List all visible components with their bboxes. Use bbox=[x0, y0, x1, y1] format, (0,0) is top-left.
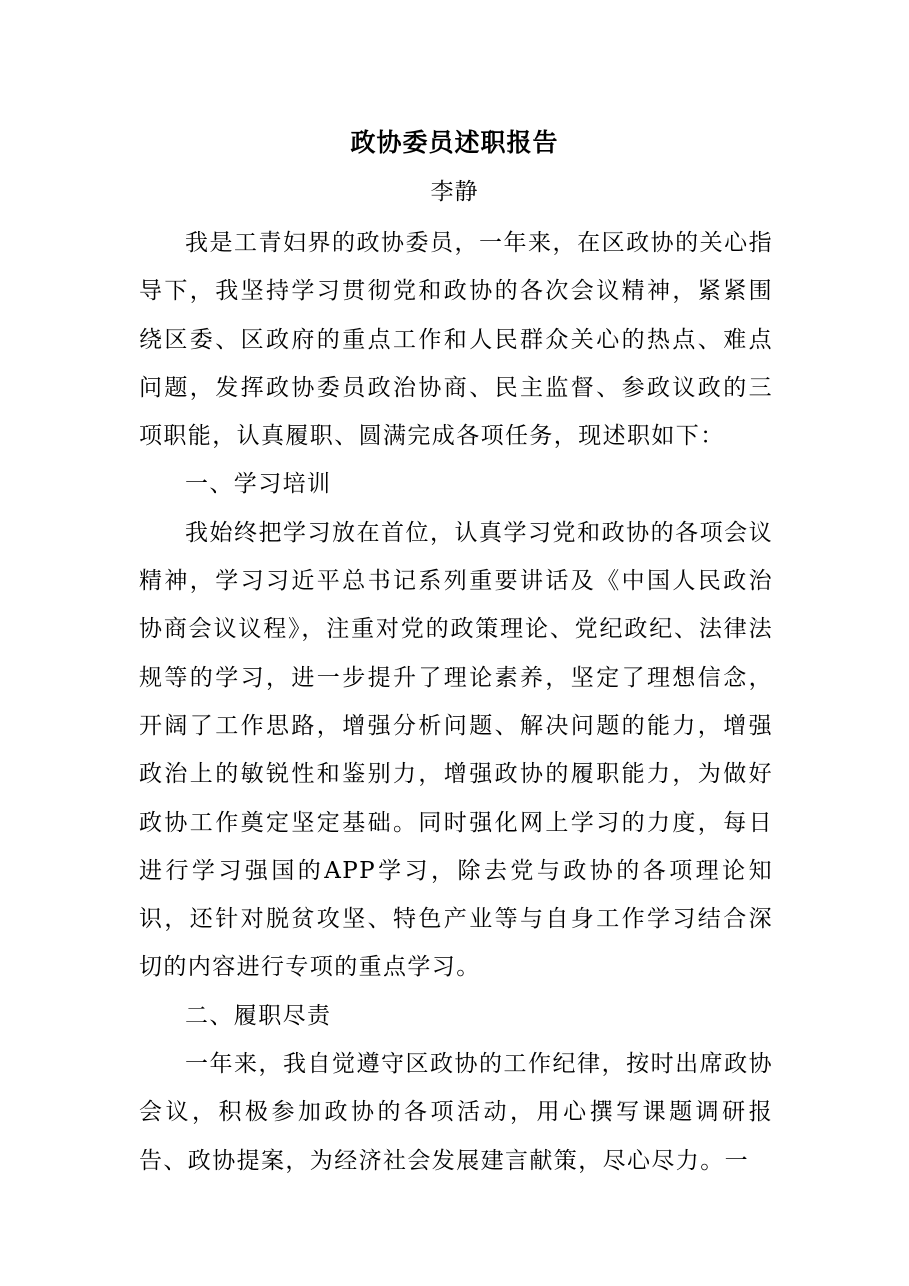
document-title: 政协委员述职报告 bbox=[350, 128, 559, 157]
paragraph-duty: 一年来，我自觉遵守区政协的工作纪律，按时出席政协会议，积极参加政协的各项活动，用心撰写课题调研报告、政协提案，为经济社会发展建言献策，尽心尽力。一 bbox=[139, 1051, 773, 1174]
document-author: 李静 bbox=[430, 179, 479, 205]
section-heading-study: 一、学习培训 bbox=[185, 471, 332, 498]
paragraph-intro: 我是工青妇界的政协委员，一年来，在区政协的关心指导下，我坚持学习贯彻党和政协的各次会议精神，紧紧围绕区委、区政府的重点工作和人民群众关心的热点、难点问题，发挥政协委员政治协商、民主监督、参政议政的三项职能，认真履职、圆满完成各项任务，现述职如下： bbox=[139, 230, 773, 450]
document-body bbox=[139, 219, 773, 1185]
section-heading-duty: 二、履职尽责 bbox=[185, 1002, 332, 1029]
paragraph-study: 我始终把学习放在首位，认真学习党和政协的各项会议精神，学习习近平总书记系列重要讲话及《中国人民政治协商会议议程》，注重对党的政策理论、党纪政纪、法律法规等的学习，进一步提升了理论素养，坚定了理想信念，开阔了工作思路，增强分析问题、解决问题的能力，增强政治上的敏锐性和鉴别力，增强政协的履职能力，为做好政协工作奠定坚定基础。同时强化网上学习的力度，每日进行学习强国的APP学习，除去党与政协的各项理论知识，还针对脱贫攻坚、特色产业等与自身工作学习结合深切的内容进行专项的重点学习。 bbox=[139, 519, 773, 981]
